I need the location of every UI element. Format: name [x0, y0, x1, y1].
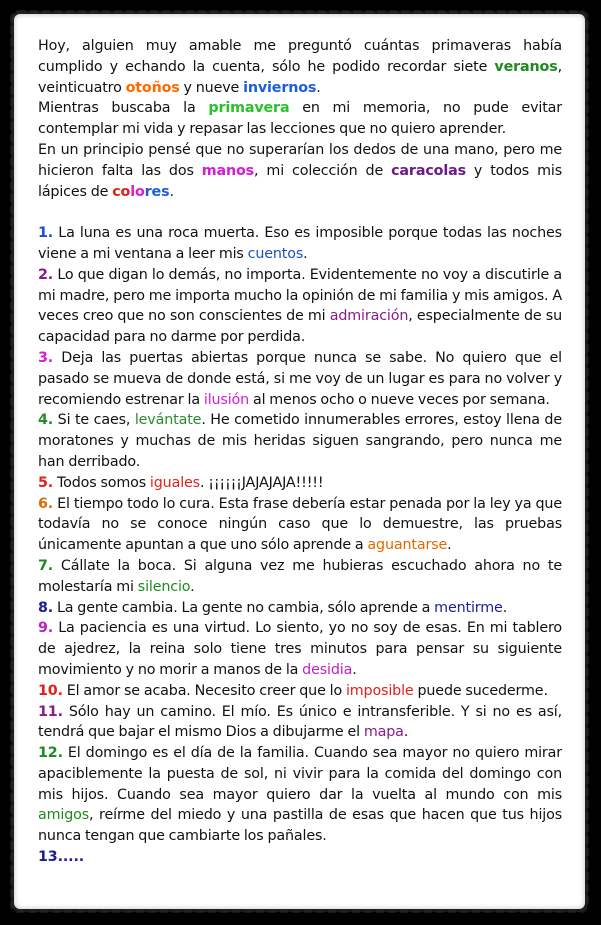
text-run: puede sucederme. [413, 682, 548, 699]
lesson-number: 11. [38, 703, 63, 720]
text-run: . He cometido innumerables errores, estoy llena de moratones y muchas de mis heridas siguen sangrando, pero nunca me han derribado. [38, 412, 562, 470]
word-veranos: veranos [494, 58, 558, 75]
lesson-13 [38, 847, 562, 868]
lesson-number: 2. [38, 266, 54, 283]
intro-paragraph-3 [38, 140, 562, 202]
text-run: La luna es una roca muerta. Eso es imposible porque todas las noches viene a mi ventana a leer mis [38, 225, 562, 262]
word-inviernos: inviernos [243, 79, 317, 96]
lesson-9 [38, 618, 562, 680]
colored-word: mapa [363, 724, 404, 741]
colored-word: levántate [134, 412, 202, 429]
colored-word: amigos [38, 807, 90, 824]
text-run: en mi memoria, no pude evitar contemplar mi vida y repasar las lecciones que no quiero aprender. [38, 100, 562, 138]
word-colores-part2: lo [130, 183, 145, 200]
text-run: , reírme del miedo y una pastilla de esas que hacen que tus hijos nunca tengan que cambiarte los pañales. [38, 807, 562, 845]
lesson-2 [38, 265, 562, 348]
colored-word: mentirme [434, 599, 503, 616]
colored-word: imposible [345, 682, 414, 699]
text-run: y nueve [179, 79, 244, 96]
lesson-number: 8. [38, 599, 54, 616]
lesson-number: 6. [38, 495, 54, 512]
text-run: Lo que digan lo demás, no importa. Evidentemente no voy a discutirle a mi madre, pero me importa mucho la opinión de mi familia y mis amigos. A veces creo que no son conscientes de mi [38, 266, 562, 325]
lesson-number: 13..... [38, 849, 85, 866]
lesson-6 [38, 494, 562, 556]
lesson-1 [38, 223, 562, 265]
lesson-4 [38, 410, 562, 472]
text-run: , especialmente de su capacidad para no darme por perdida. [38, 308, 562, 346]
text-run: El amor se acaba. Necesito creer que lo [62, 682, 346, 699]
lesson-number: 4. [38, 412, 54, 429]
lesson-number: 10. [38, 682, 63, 699]
text-run: . [352, 661, 357, 678]
lesson-number: 3. [38, 349, 54, 366]
paper-sheet [14, 14, 585, 909]
word-otonos: otoños [125, 79, 180, 96]
intro-paragraph-1 [38, 36, 562, 98]
text-run: Cállate la boca. Si alguna vez me hubieras escuchado ahora no te molestaría mi [38, 557, 562, 595]
intro-paragraph-2 [38, 98, 562, 140]
lesson-11 [38, 702, 562, 744]
text-run: El domingo es el día de la familia. Cuando sea mayor no quiero mirar apaciblemente la puesta de sol, ni vivir para la comida del domingo con mis hijos. Cuando sea mayor quiero dar la vuelta al mundo con mis [38, 745, 562, 803]
text-run: , mi colección de [254, 162, 392, 179]
lesson-12 [38, 743, 562, 847]
text-run: al menos ocho o nueve veces por semana. [249, 391, 550, 408]
text-run: La gente cambia. La gente no cambia, sólo aprende a [53, 599, 435, 616]
lesson-10 [38, 681, 562, 702]
word-colores-part3: res [144, 183, 170, 200]
lesson-number: 5. [38, 474, 54, 491]
text-run: . [502, 599, 508, 616]
text-run: , veinticuatro [38, 58, 562, 96]
colored-word: cuentos [247, 245, 304, 262]
lesson-7 [38, 556, 562, 598]
lesson-3 [38, 348, 562, 410]
text-run: Mientras buscaba la [38, 100, 209, 117]
text-run: Hoy, alguien muy amable me preguntó cuántas primaveras había cumplido y echando la cuenta, sólo he podido recordar siete [38, 38, 562, 75]
lesson-number: 7. [38, 557, 54, 574]
lesson-number: 9. [38, 620, 54, 637]
colored-word: desidia [302, 661, 353, 678]
spacer [38, 202, 562, 223]
lesson-number: 1. [38, 225, 54, 242]
colored-word: aguantarse [367, 537, 448, 554]
colored-word: admiración [329, 308, 409, 325]
word-manos: manos [201, 162, 255, 179]
lesson-5 [38, 473, 562, 494]
lesson-8 [38, 598, 562, 619]
word-primavera: primavera [208, 100, 290, 117]
word-caracolas: caracolas [391, 162, 466, 179]
word-colores-part1: co [112, 183, 131, 200]
colored-word: silencio [137, 578, 191, 595]
text-run: En un principio pensé que no superarían los dedos de una mano, pero me hicieron falta las dos [38, 141, 562, 179]
text-run: . [403, 724, 409, 741]
text-run: Si te caes, [53, 412, 135, 429]
text-run: . [169, 183, 174, 200]
text-run: El tiempo todo lo cura. Esta frase debería estar penada por la ley ya que todavía no se conoce ningún caso que lo demuestre, las pruebas únicamente apuntan a que uno sólo aprende a [38, 495, 562, 554]
text-run: . [447, 537, 452, 554]
text-run: La paciencia es una virtud. Lo siento, yo no soy de esas. En mi tablero de ajedrez, la reina solo tiene tres minutos para pensar su siguiente movimiento y no morir a manos de la [38, 620, 562, 678]
document-body [38, 36, 562, 868]
text-run: . ¡¡¡¡¡¡JAJAJAJA!!!!! [199, 474, 324, 491]
text-run: . [303, 245, 308, 262]
colored-word: iguales [149, 474, 200, 491]
text-run: Deja las puertas abiertas porque nunca se sabe. No quiero que el pasado se mueva de donde está, si me voy de un lugar es para no volver y recomiendo estrenar la [38, 349, 562, 408]
text-run: . [190, 578, 195, 595]
text-run: . [316, 79, 321, 96]
lesson-number: 12. [38, 745, 63, 762]
text-run: y todos mis lápices de [38, 162, 562, 200]
text-run: Sólo hay un camino. El mío. Es único e intransferible. Y si no es así, tendrá que bajar el mismo Dios a dibujarme el [38, 703, 562, 741]
text-run: Todos somos [53, 474, 150, 491]
colored-word: ilusión [203, 391, 250, 408]
